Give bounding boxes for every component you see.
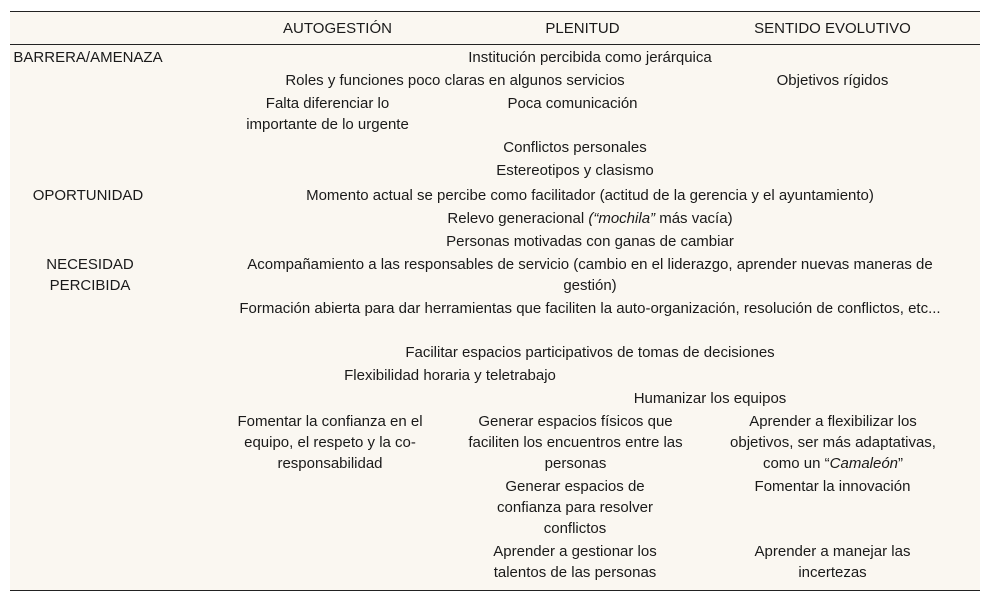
cell-roles: Roles y funciones poco claras en algunos servicios (285, 72, 625, 89)
cell-acompanamiento: Acompañamiento a las responsables de servicio (cambio en el liderazgo, aprender nuevas maneras de gestión) (247, 256, 933, 294)
cell-talentos: Aprender a gestionar los talentos de las personas (493, 543, 657, 581)
flexibilizar-text-b: ” (898, 455, 904, 472)
cell-humanizar: Humanizar los equipos (633, 390, 787, 407)
header-divider (10, 44, 980, 45)
flexibilizar-text-a: Aprender a flexibilizar los objetivos, ser más adaptativas, como un “ (730, 413, 936, 472)
cell-flexibilizar (718, 411, 948, 474)
cell-confianza: Fomentar la confianza en el equipo, el respeto y la co-responsabilidad (237, 413, 423, 472)
relevo-text-a: Relevo generacional (447, 210, 589, 227)
cell-espacios-fisicos: Generar espacios físicos que faciliten los encuentros entre las personas (468, 413, 683, 472)
cell-poca-comunicacion: Poca comunicación (507, 95, 638, 112)
row-label-oportunidad: OPORTUNIDAD (32, 187, 144, 204)
cell-momento: Momento actual se percibe como facilitador (actitud de la gerencia y el ayuntamiento) (306, 187, 874, 204)
cell-incertezas: Aprender a manejar las incertezas (754, 543, 911, 581)
header-plenitud: PLENITUD (545, 20, 620, 37)
row-label-barrera: BARRERA/AMENAZA (13, 49, 163, 66)
data-table (10, 11, 980, 591)
row-label-necesidad: NECESIDAD PERCIBIDA (46, 256, 134, 294)
flexibilizar-text-italic: Camaleón (829, 455, 899, 472)
relevo-text-b: más vacía) (655, 210, 733, 227)
cell-institucion: Institución percibida como jerárquica (468, 49, 712, 66)
cell-estereotipos: Estereotipos y clasismo (496, 162, 654, 179)
cell-relevo (340, 208, 840, 229)
cell-innovacion: Fomentar la innovación (754, 478, 911, 495)
cell-falta-diferenciar: Falta diferenciar lo importante de lo urgente (246, 95, 409, 133)
cell-personas: Personas motivadas con ganas de cambiar (446, 233, 734, 250)
cell-flexibilidad: Flexibilidad horaria y teletrabajo (344, 367, 556, 384)
header-autogestion: AUTOGESTIÓN (283, 20, 392, 37)
cell-conflictos: Conflictos personales (503, 139, 647, 156)
cell-objetivos-rigidos: Objetivos rígidos (776, 72, 889, 89)
relevo-text-italic: (“mochila” (588, 210, 656, 227)
header-sentido-evolutivo: SENTIDO EVOLUTIVO (754, 20, 911, 37)
cell-espacios-confianza: Generar espacios de confianza para resolver conflictos (497, 478, 653, 537)
cell-formacion: Formación abierta para dar herramientas que faciliten la auto-organización, resolución de conflictos, etc... (239, 300, 941, 317)
cell-facilitar: Facilitar espacios participativos de tomas de decisiones (405, 344, 775, 361)
